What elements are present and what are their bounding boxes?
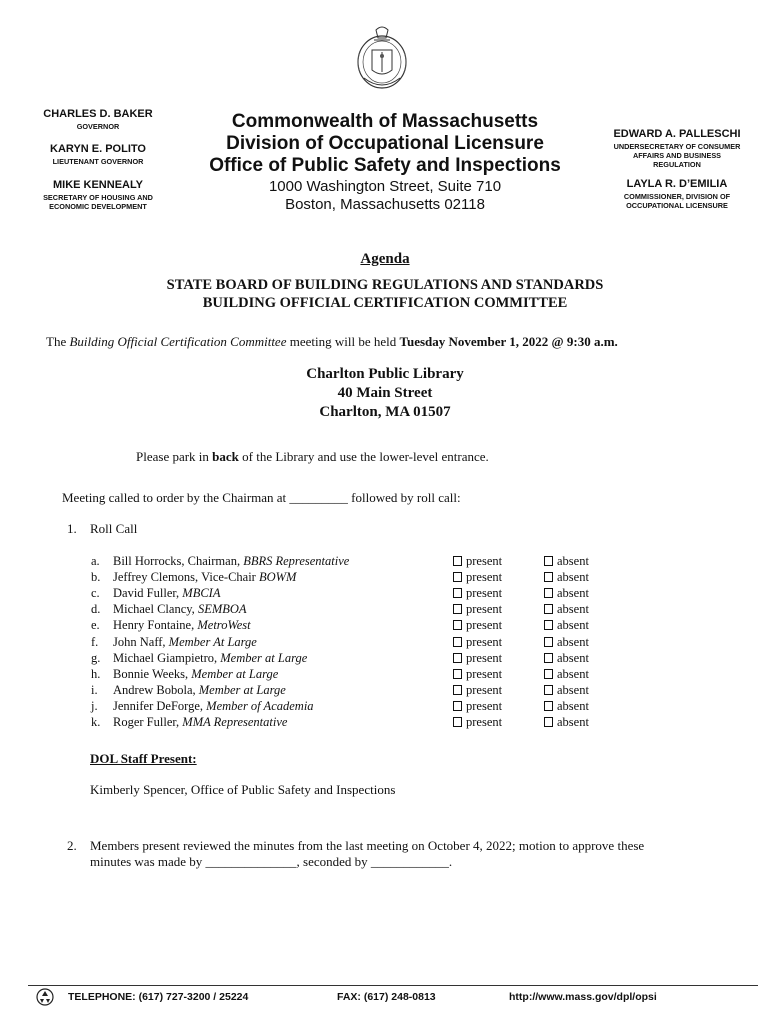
item2-line1: Members present reviewed the minutes from the last meeting on October 4, 2022; motion to approve these — [90, 838, 645, 853]
parking-pre: Please park in — [136, 449, 213, 464]
member-name-text: John Naff, — [113, 635, 169, 649]
location-city: Charlton, MA 01507 — [319, 404, 451, 420]
org-office: Office of Public Safety and Inspections — [209, 155, 561, 176]
present-checkbox[interactable] — [453, 618, 502, 634]
absent-label: absent — [557, 667, 589, 681]
location-venue: Charlton Public Library — [306, 366, 464, 382]
checkbox-icon — [453, 556, 462, 566]
meeting-announcement — [46, 334, 618, 350]
checkbox-icon — [544, 604, 553, 614]
checkbox-icon — [544, 717, 553, 727]
official-name-commissioner: LAYLA R. D’EMILIA — [626, 178, 728, 190]
checkbox-icon — [453, 637, 462, 647]
absent-label: absent — [557, 635, 589, 649]
official-title-commissioner-line2: OCCUPATIONAL LICENSURE — [626, 201, 728, 210]
item2-line2: minutes was made by ______________, seconded by ____________. — [90, 854, 453, 869]
checkbox-icon — [544, 572, 553, 582]
roll-letter: g. — [91, 651, 101, 665]
absent-label: absent — [557, 586, 589, 600]
member-name — [113, 570, 296, 586]
member-role: Member at Large — [220, 651, 308, 665]
member-role: Member at Large — [191, 667, 279, 681]
meeting-datetime: Tuesday November 1, 2022 @ 9:30 a.m. — [399, 334, 618, 349]
present-label: present — [466, 651, 503, 665]
absent-checkbox[interactable] — [544, 570, 589, 586]
parking-note — [136, 449, 489, 465]
roll-letter: b. — [91, 570, 101, 584]
checkbox-icon — [544, 556, 553, 566]
absent-checkbox[interactable] — [544, 618, 589, 634]
present-label: present — [466, 586, 503, 600]
member-name-text: Michael Clancy, — [113, 602, 198, 616]
meeting-prefix: The — [46, 334, 70, 349]
member-name-text: David Fuller, — [113, 586, 183, 600]
member-name-text: Bonnie Weeks, — [113, 667, 192, 681]
absent-label: absent — [557, 651, 589, 665]
present-label: present — [466, 667, 503, 681]
absent-checkbox[interactable] — [544, 602, 589, 618]
member-name — [113, 554, 349, 570]
member-name — [113, 699, 314, 715]
roll-letter: d. — [91, 602, 101, 616]
official-title-undersecretary-line1: UNDERSECRETARY OF CONSUMER — [613, 142, 741, 151]
address-street: 1000 Washington Street, Suite 710 — [268, 178, 502, 195]
checkbox-icon — [453, 588, 462, 598]
present-label: present — [466, 570, 503, 584]
official-title-secretary-line2: ECONOMIC DEVELOPMENT — [49, 202, 147, 211]
footer-fax: FAX: (617) 248-0813 — [337, 991, 436, 1003]
checkbox-icon — [544, 701, 553, 711]
official-title-secretary-line1: SECRETARY OF HOUSING AND — [43, 193, 153, 202]
member-name-text: Michael Giampietro, — [113, 651, 221, 665]
checkbox-icon — [544, 685, 553, 695]
member-name — [113, 602, 247, 618]
absent-checkbox[interactable] — [544, 699, 589, 715]
official-title-governor: GOVERNOR — [76, 122, 120, 131]
present-checkbox[interactable] — [453, 715, 502, 731]
checkbox-icon — [453, 572, 462, 582]
absent-label: absent — [557, 683, 589, 697]
present-label: present — [466, 699, 503, 713]
absent-label: absent — [557, 554, 589, 568]
absent-checkbox[interactable] — [544, 586, 589, 602]
staff-member: Kimberly Spencer, Office of Public Safety and Inspections — [90, 782, 396, 797]
board-name: STATE BOARD OF BUILDING REGULATIONS AND STANDARDS — [166, 277, 604, 293]
checkbox-icon — [453, 717, 462, 727]
absent-label: absent — [557, 618, 589, 632]
roll-letter: f. — [91, 635, 99, 649]
member-name — [113, 635, 257, 651]
checkbox-icon — [544, 669, 553, 679]
roll-letter: e. — [91, 618, 100, 632]
checkbox-icon — [544, 653, 553, 663]
member-name-text: Jennifer DeForge, — [113, 699, 207, 713]
member-name-text: Bill Horrocks, Chairman, — [113, 554, 244, 568]
absent-checkbox[interactable] — [544, 667, 589, 683]
roll-letter: j. — [91, 699, 98, 713]
absent-label: absent — [557, 602, 589, 616]
member-role: Member of Academia — [206, 699, 314, 713]
member-name-text: Andrew Bobola, — [113, 683, 199, 697]
absent-checkbox[interactable] — [544, 635, 589, 651]
present-checkbox[interactable] — [453, 699, 502, 715]
official-name-secretary: MIKE KENNEALY — [52, 179, 144, 191]
checkbox-icon — [544, 588, 553, 598]
checkbox-icon — [453, 685, 462, 695]
parking-post: of the Library and use the lower-level entrance. — [238, 449, 489, 464]
member-name-text: Roger Fuller, — [113, 715, 183, 729]
official-name-lt-governor: KARYN E. POLITO — [50, 143, 146, 155]
roll-letter: i. — [91, 683, 98, 697]
member-name — [113, 618, 251, 634]
location-street: 40 Main Street — [337, 385, 433, 401]
member-name — [113, 667, 278, 683]
present-checkbox[interactable] — [453, 554, 502, 570]
item2-number: 2. — [67, 838, 77, 853]
present-checkbox[interactable] — [453, 586, 502, 602]
address-city: Boston, Massachusetts 02118 — [285, 196, 485, 213]
absent-label: absent — [557, 699, 589, 713]
member-role: Member at Large — [198, 683, 286, 697]
checkbox-icon — [544, 620, 553, 630]
checkbox-icon — [453, 669, 462, 679]
present-checkbox[interactable] — [453, 635, 502, 651]
parking-bold: back — [212, 449, 239, 464]
roll-letter: k. — [91, 715, 101, 729]
absent-checkbox[interactable] — [544, 554, 589, 570]
massachusetts-seal-icon — [350, 22, 414, 92]
meeting-committee: Building Official Certification Committee — [69, 334, 287, 349]
staff-heading: DOL Staff Present: — [90, 751, 197, 766]
member-role: SEMBOA — [197, 602, 247, 616]
absent-checkbox[interactable] — [544, 715, 589, 731]
agenda-title: Agenda — [360, 251, 410, 267]
member-name-text: Henry Fontaine, — [113, 618, 198, 632]
absent-label: absent — [557, 715, 589, 729]
checkbox-icon — [453, 604, 462, 614]
member-role: BBRS Representative — [243, 554, 350, 568]
footer-divider — [28, 985, 758, 986]
checkbox-icon — [453, 701, 462, 711]
call-to-order: Meeting called to order by the Chairman at _________ followed by roll call: — [62, 490, 461, 505]
member-role: BOWM — [258, 570, 297, 584]
checkbox-icon — [453, 653, 462, 663]
member-role: Member At Large — [168, 635, 257, 649]
absent-checkbox[interactable] — [544, 683, 589, 699]
member-role: MMA Representative — [182, 715, 288, 729]
absent-label: absent — [557, 570, 589, 584]
present-label: present — [466, 618, 503, 632]
present-checkbox[interactable] — [453, 651, 502, 667]
item1-number: 1. — [67, 521, 77, 536]
present-label: present — [466, 554, 503, 568]
present-checkbox[interactable] — [453, 683, 502, 699]
present-label: present — [466, 635, 503, 649]
footer-url-link[interactable]: http://www.mass.gov/dpl/opsi — [509, 991, 657, 1003]
present-checkbox[interactable] — [453, 570, 502, 586]
roll-letter: h. — [91, 667, 101, 681]
present-checkbox[interactable] — [453, 667, 502, 683]
checkbox-icon — [544, 637, 553, 647]
footer-telephone: TELEPHONE: (617) 727-3200 / 25224 — [68, 991, 249, 1003]
recycle-icon — [36, 988, 54, 1006]
meeting-middle: meeting will be held — [286, 334, 400, 349]
present-checkbox[interactable] — [453, 602, 502, 618]
official-title-undersecretary-line3: REGULATION — [653, 160, 701, 169]
member-role: MBCIA — [182, 586, 221, 600]
org-division: Division of Occupational Licensure — [226, 133, 544, 154]
present-label: present — [466, 602, 503, 616]
member-name-text: Jeffrey Clemons, Vice-Chair — [113, 570, 259, 584]
official-name-undersecretary: EDWARD A. PALLESCHI — [613, 128, 741, 140]
checkbox-icon — [453, 620, 462, 630]
member-name — [113, 586, 220, 602]
member-name — [113, 651, 307, 667]
official-title-undersecretary-line2: AFFAIRS AND BUSINESS — [632, 151, 722, 160]
committee-name: BUILDING OFFICIAL CERTIFICATION COMMITTEE — [202, 295, 568, 311]
roll-letter: a. — [91, 554, 100, 568]
member-name — [113, 715, 287, 731]
absent-checkbox[interactable] — [544, 651, 589, 667]
official-title-lt-governor: LIEUTENANT GOVERNOR — [52, 157, 144, 166]
official-name-governor: CHARLES D. BAKER — [43, 108, 153, 120]
member-name — [113, 683, 286, 699]
present-label: present — [466, 715, 503, 729]
member-role: MetroWest — [197, 618, 251, 632]
present-label: present — [466, 683, 503, 697]
roll-letter: c. — [91, 586, 100, 600]
item1-title: Roll Call — [90, 521, 138, 536]
org-commonwealth: Commonwealth of Massachusetts — [231, 111, 539, 132]
official-title-commissioner-line1: COMMISSIONER, DIVISION OF — [623, 192, 731, 201]
